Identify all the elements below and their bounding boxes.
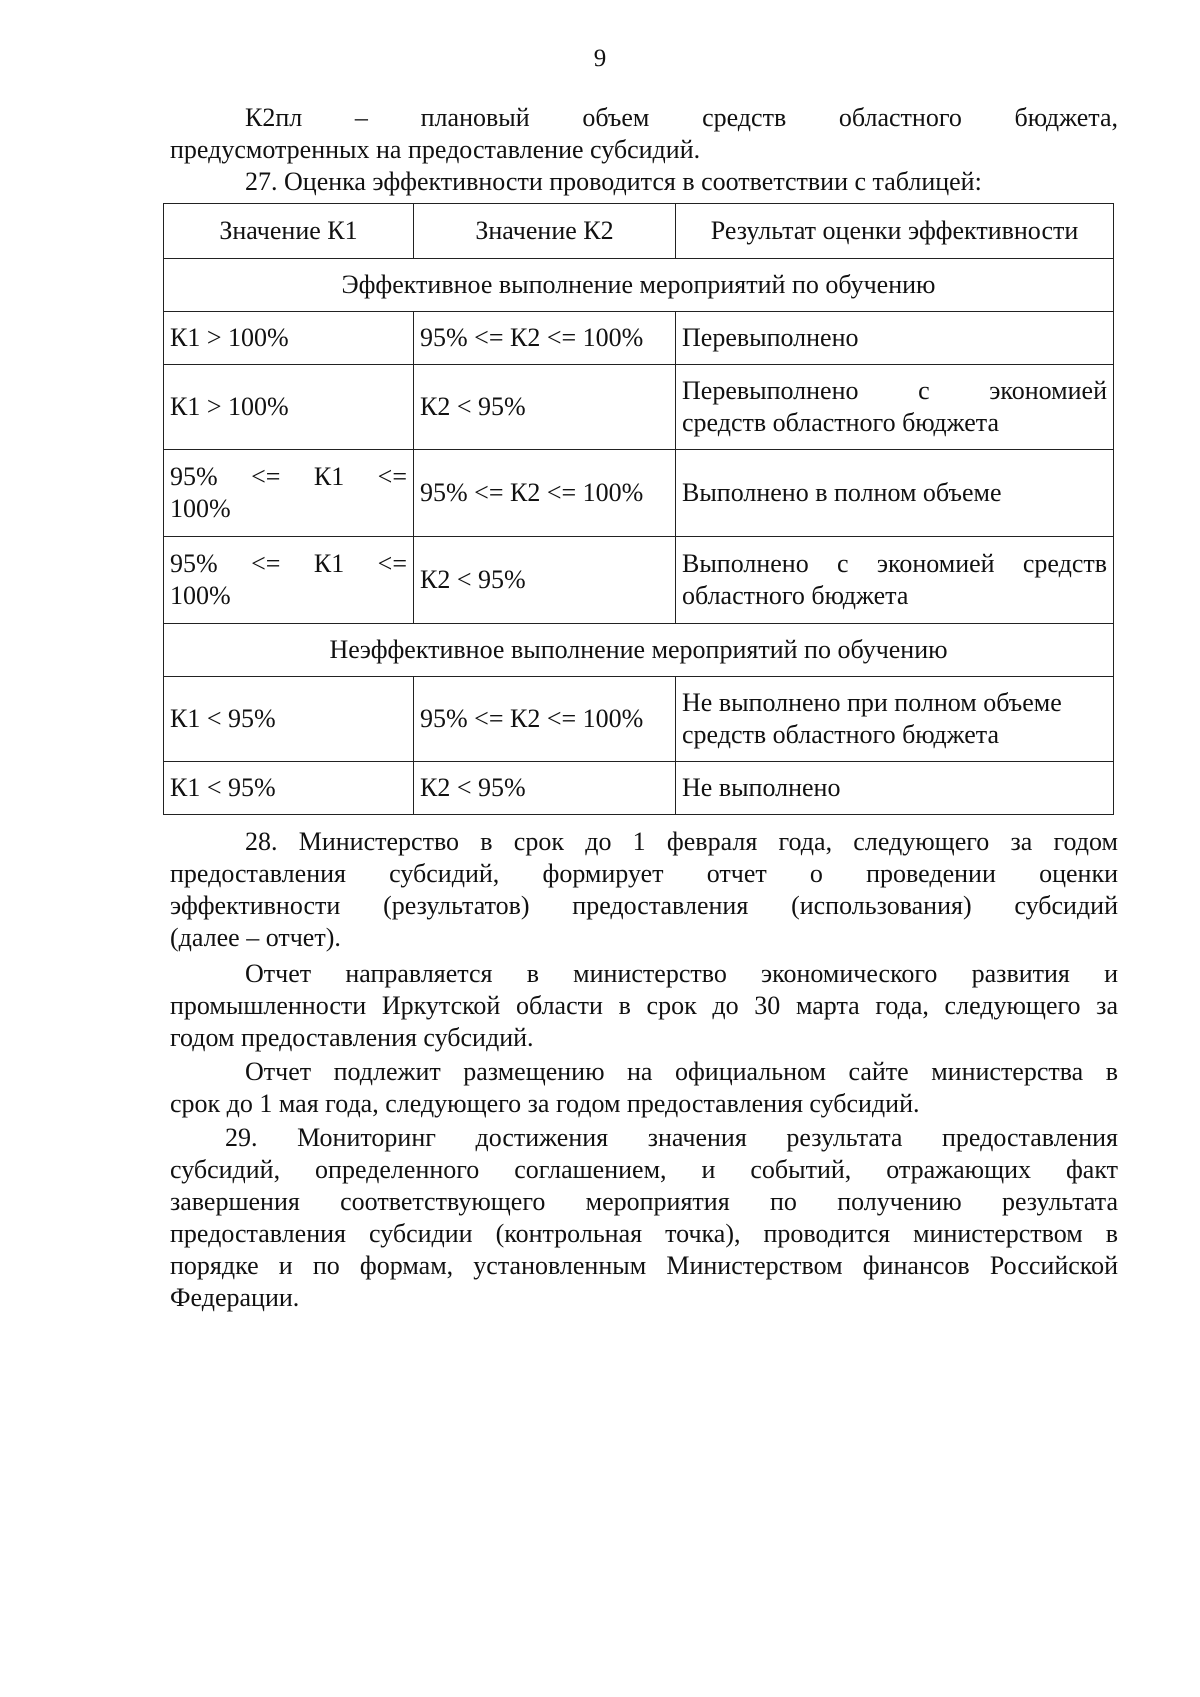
- p28-line-3: эффективности (результатов) предоставления (использования) субсидий: [170, 891, 1118, 920]
- cell-k1: К1 < 95%: [164, 762, 414, 815]
- p28b-line-2: промышленности Иркутской области в срок до 30 марта года, следующего за: [170, 991, 1118, 1020]
- cell-result-line-1: Выполнено с экономией средств: [682, 549, 1107, 578]
- cell-result-line-1: Не выполнено: [682, 773, 841, 802]
- header-k2: Значение К2: [414, 204, 676, 259]
- section-row-effective: [164, 259, 1114, 312]
- cell-result-line-1: Перевыполнено: [682, 323, 859, 352]
- paragraph-28: [170, 826, 1118, 954]
- paragraph-28-report-published: [170, 1056, 1118, 1120]
- header-result: Результат оценки эффективности: [676, 204, 1114, 259]
- cell-k2: К2 < 95%: [414, 365, 676, 450]
- cell-k1-line-2: 100%: [170, 494, 231, 523]
- table-row: [164, 677, 1114, 762]
- p28b-line-3: годом предоставления субсидий.: [170, 1023, 534, 1052]
- p28c-line-2: срок до 1 мая года, следующего за годом предоставления субсидий.: [170, 1089, 920, 1118]
- table-row: [164, 762, 1114, 815]
- table-header-row: [164, 204, 1114, 259]
- table-row: [164, 312, 1114, 365]
- table-row: [164, 450, 1114, 537]
- p29-line-1: 29. Мониторинг достижения значения результата предоставления: [225, 1123, 1118, 1152]
- intro-line-2: предусмотренных на предоставление субсидий.: [170, 135, 701, 164]
- cell-result: [676, 762, 1114, 815]
- cell-result: [676, 677, 1114, 762]
- cell-k1: [164, 537, 414, 624]
- p28-line-4: (далее – отчет).: [170, 923, 341, 952]
- p29-line-3: завершения соответствующего мероприятия по получению результата: [170, 1187, 1118, 1216]
- cell-k1-line-2: 100%: [170, 581, 231, 610]
- cell-k1: К1 < 95%: [164, 677, 414, 762]
- cell-result-line-1: Перевыполнено с экономией: [682, 376, 1107, 405]
- cell-k1-line-1: 95% <= К1 <=: [170, 462, 407, 491]
- cell-k2: 95% <= К2 <= 100%: [414, 312, 676, 365]
- cell-k1: [164, 450, 414, 537]
- cell-result: [676, 537, 1114, 624]
- p29-line-4: предоставления субсидии (контрольная точка), проводится министерством в: [170, 1219, 1118, 1248]
- intro-line-1: К2пл – плановый объем средств областного бюджета,: [245, 103, 1118, 132]
- cell-result: [676, 312, 1114, 365]
- header-k1: Значение К1: [164, 204, 414, 259]
- cell-result: [676, 450, 1114, 537]
- cell-result-line-1: Не выполнено при полном объеме: [682, 688, 1062, 717]
- page-number: 9: [593, 45, 607, 72]
- cell-result-line-2: областного бюджета: [682, 581, 909, 610]
- cell-k2: 95% <= К2 <= 100%: [414, 450, 676, 537]
- cell-result-line-2: средств областного бюджета: [682, 408, 1000, 437]
- p28-line-1: 28. Министерство в срок до 1 февраля года, следующего за годом: [245, 827, 1118, 856]
- p28c-line-1: Отчет подлежит размещению на официальном сайте министерства в: [245, 1057, 1118, 1086]
- effectiveness-table: [163, 203, 1114, 815]
- cell-k1-line-1: 95% <= К1 <=: [170, 549, 407, 578]
- table-row: [164, 537, 1114, 624]
- intro-paragraph: [170, 102, 1118, 198]
- cell-result-line-1: Выполнено в полном объеме: [682, 478, 1002, 507]
- p29-line-6: Федерации.: [170, 1283, 300, 1312]
- cell-k1: К1 > 100%: [164, 312, 414, 365]
- section-effective-label: Эффективное выполнение мероприятий по обучению: [164, 259, 1114, 312]
- table-row: [164, 365, 1114, 450]
- paragraph-28-report-sent: [170, 958, 1118, 1054]
- cell-result-line-2: средств областного бюджета: [682, 720, 1000, 749]
- paragraph-29: [170, 1122, 1118, 1314]
- cell-k2: 95% <= К2 <= 100%: [414, 677, 676, 762]
- section-ineffective-label: Неэффективное выполнение мероприятий по обучению: [164, 624, 1114, 677]
- p29-line-2: субсидий, определенного соглашением, и событий, отражающих факт: [170, 1155, 1118, 1184]
- cell-k2: К2 < 95%: [414, 537, 676, 624]
- cell-result: [676, 365, 1114, 450]
- section-row-ineffective: [164, 624, 1114, 677]
- p29-line-5: порядке и по формам, установленным Министерством финансов Российской: [170, 1251, 1118, 1280]
- cell-k2: К2 < 95%: [414, 762, 676, 815]
- cell-k1: К1 > 100%: [164, 365, 414, 450]
- intro-line-3: 27. Оценка эффективности проводится в соответствии с таблицей:: [245, 167, 982, 196]
- p28-line-2: предоставления субсидий, формирует отчет о проведении оценки: [170, 859, 1118, 888]
- p28b-line-1: Отчет направляется в министерство экономического развития и: [245, 959, 1118, 988]
